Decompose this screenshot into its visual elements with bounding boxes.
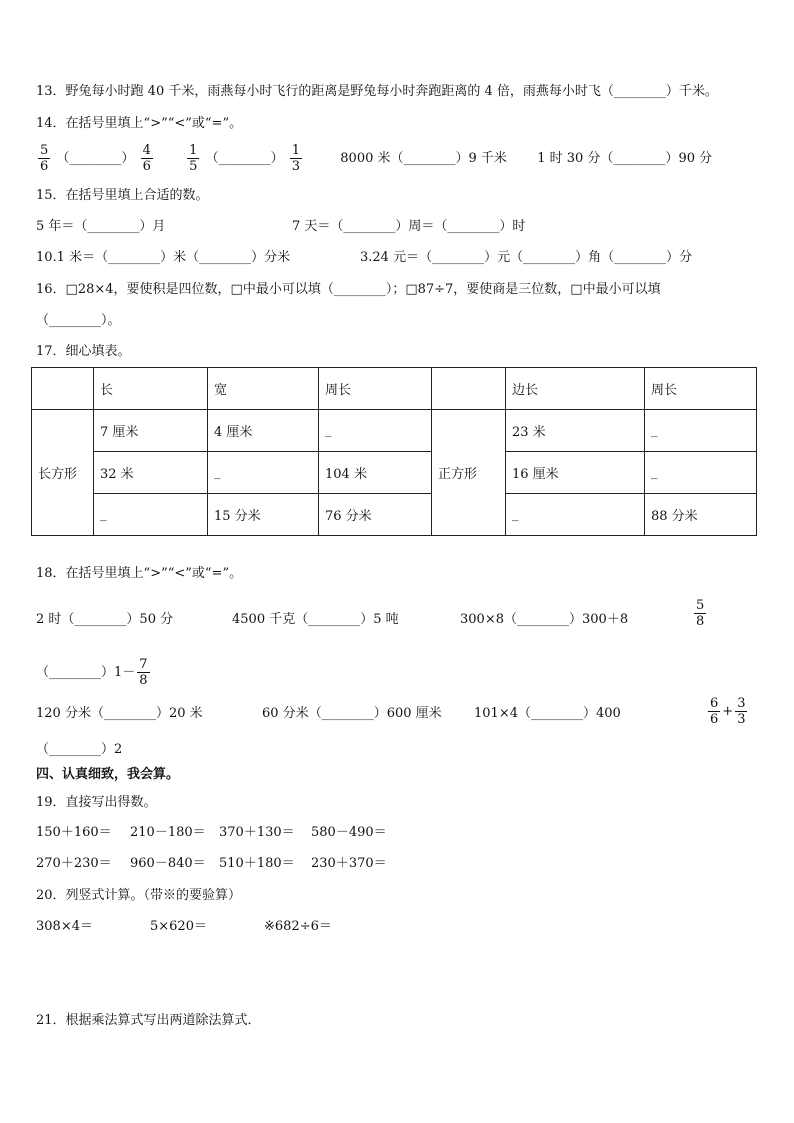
answer-blank[interactable]: （________） — [308, 706, 387, 721]
table-cell[interactable]: _ — [645, 410, 757, 452]
section-heading: 四、认真细致，我会算。 — [36, 767, 180, 782]
table-cell[interactable]: _ — [506, 494, 645, 536]
q15-line1b: 7 天＝（________）周＝（________）时 — [292, 219, 526, 234]
table-cell — [32, 368, 94, 410]
table-row — [32, 494, 757, 536]
table-header: 长 — [94, 368, 208, 410]
table-header: 宽 — [208, 368, 319, 410]
answer-blank[interactable]: （________） — [61, 612, 140, 627]
fraction: $\frac{5}{8}$ — [696, 598, 705, 629]
q17-title: 17．细心填表。 — [36, 344, 131, 359]
calc-item: 308×4＝ — [36, 919, 93, 934]
answer-blank[interactable]: （________） — [390, 151, 469, 166]
table-cell: 23 米 — [506, 410, 645, 452]
calc-item: 210－180＝ — [130, 825, 206, 840]
answer-blank[interactable]: （________） — [90, 706, 169, 721]
fraction: $\frac{6}{6}$ — [710, 696, 719, 727]
table-cell: 16 厘米 — [506, 452, 645, 494]
table-header: 边长 — [506, 368, 645, 410]
table-cell: 104 米 — [319, 452, 432, 494]
table-cell: 15 分米 — [208, 494, 319, 536]
answer-blank[interactable]: （________） — [36, 665, 115, 680]
calc-item: 150＋160＝ — [36, 825, 112, 840]
q18-item-c: 300×8（________）300＋8 — [460, 612, 629, 627]
calc-item: 580－490＝ — [311, 825, 387, 840]
table-row — [32, 452, 757, 494]
table-cell[interactable]: _ — [645, 452, 757, 494]
answer-blank[interactable]: （________） — [600, 151, 679, 166]
table-cell: 88 分米 — [645, 494, 757, 536]
answer-blank[interactable]: （________） — [56, 151, 135, 166]
table-cell — [432, 368, 506, 410]
fraction: $\frac{4}{6}$ — [142, 143, 151, 174]
q18-item-d-frac — [692, 598, 708, 629]
fraction: $\frac{7}{8}$ — [139, 657, 148, 688]
q15-line2a: 10.1 米＝（________）米（________）分米 — [36, 250, 291, 265]
calc-item: ※682÷6＝ — [264, 919, 332, 934]
table-cell: 4 厘米 — [208, 410, 319, 452]
q18-item-f: 60 分米（________）600 厘米 — [262, 706, 442, 721]
q20-title: 20．列竖式计算。（带※的要验算） — [36, 888, 242, 903]
q14-items: $\frac{5}{6}$ （________） $\frac{4}{6}$ $\frac{1}{5}$ （________） $\frac{1}{3}$ 8000 米（________）9 千米 1 时 30 分（________）90 分 — [40, 143, 713, 174]
fraction: $\frac{5}{6}$ — [40, 143, 49, 174]
calc-item: 5×620＝ — [150, 919, 207, 934]
square-label: 正方形 — [432, 410, 506, 536]
answer-blank[interactable]: （________） — [517, 706, 596, 721]
calc-item: 960－840＝ — [130, 856, 206, 871]
q13-text: 13．野兔每小时跑 40 千米，雨燕每小时飞行的距离是野兔每小时奔跑距离的 4 倍，雨燕每小时飞（________）千米。 — [36, 84, 718, 99]
table-header-row — [32, 368, 757, 410]
calc-item: 510＋180＝ — [219, 856, 295, 871]
table-cell: 76 分米 — [319, 494, 432, 536]
q14-title: 14．在括号里填上“>”“<”或“=”。 — [36, 116, 243, 131]
answer-blank[interactable]: （________） — [503, 612, 582, 627]
q18-item-d-rest: （________）1－ $\frac{7}{8}$ — [36, 657, 148, 688]
table-cell[interactable]: _ — [94, 494, 208, 536]
calc-item: 230＋370＝ — [311, 856, 387, 871]
q18-title: 18．在括号里填上“>”“<”或“=”。 — [36, 566, 243, 581]
answer-blank[interactable]: （________） — [36, 742, 115, 757]
q18-item-b: 4500 千克（________）5 吨 — [232, 612, 399, 627]
q15-line1a: 5 年＝（________）月 — [36, 219, 166, 234]
fill-table — [31, 367, 757, 536]
table-cell: 32 米 — [94, 452, 208, 494]
table-row — [32, 410, 757, 452]
q16-line2: （________）。 — [36, 313, 121, 328]
q18-item-h-frac: $\frac{6}{6}$ + $\frac{3}{3}$ — [710, 696, 746, 727]
calc-item: 370＋130＝ — [219, 825, 295, 840]
answer-blank[interactable]: （________） — [205, 151, 284, 166]
q21-text: 21．根据乘法算式写出两道除法算式． — [36, 1013, 261, 1028]
answer-blank[interactable]: （________） — [295, 612, 374, 627]
rect-label: 长方形 — [32, 410, 94, 536]
q18-item-e: 120 分米（________）20 米 — [36, 706, 203, 721]
q16-line1: 16．□28×4，要使积是四位数，□中最小可以填（________）；□87÷7，要使商是三位数，□中最小可以填 — [36, 282, 661, 297]
table-header: 周长 — [645, 368, 757, 410]
table-cell: 7 厘米 — [94, 410, 208, 452]
calc-item: 270＋230＝ — [36, 856, 112, 871]
fraction: $\frac{3}{3}$ — [737, 696, 746, 727]
q18-item-a: 2 时（________）50 分 — [36, 612, 174, 627]
fraction: $\frac{1}{3}$ — [291, 143, 300, 174]
table-header: 周长 — [319, 368, 432, 410]
table-cell[interactable]: _ — [208, 452, 319, 494]
q15-line2b: 3.24 元＝（________）元（________）角（________）分 — [360, 250, 693, 265]
q18-item-g: 101×4（________）400 — [474, 706, 621, 721]
q18-item-h-rest: （________）2 — [36, 742, 123, 757]
table-cell[interactable]: _ — [319, 410, 432, 452]
fraction: $\frac{1}{5}$ — [189, 143, 198, 174]
q15-title: 15．在括号里填上合适的数。 — [36, 188, 209, 203]
q19-title: 19．直接写出得数。 — [36, 795, 157, 810]
